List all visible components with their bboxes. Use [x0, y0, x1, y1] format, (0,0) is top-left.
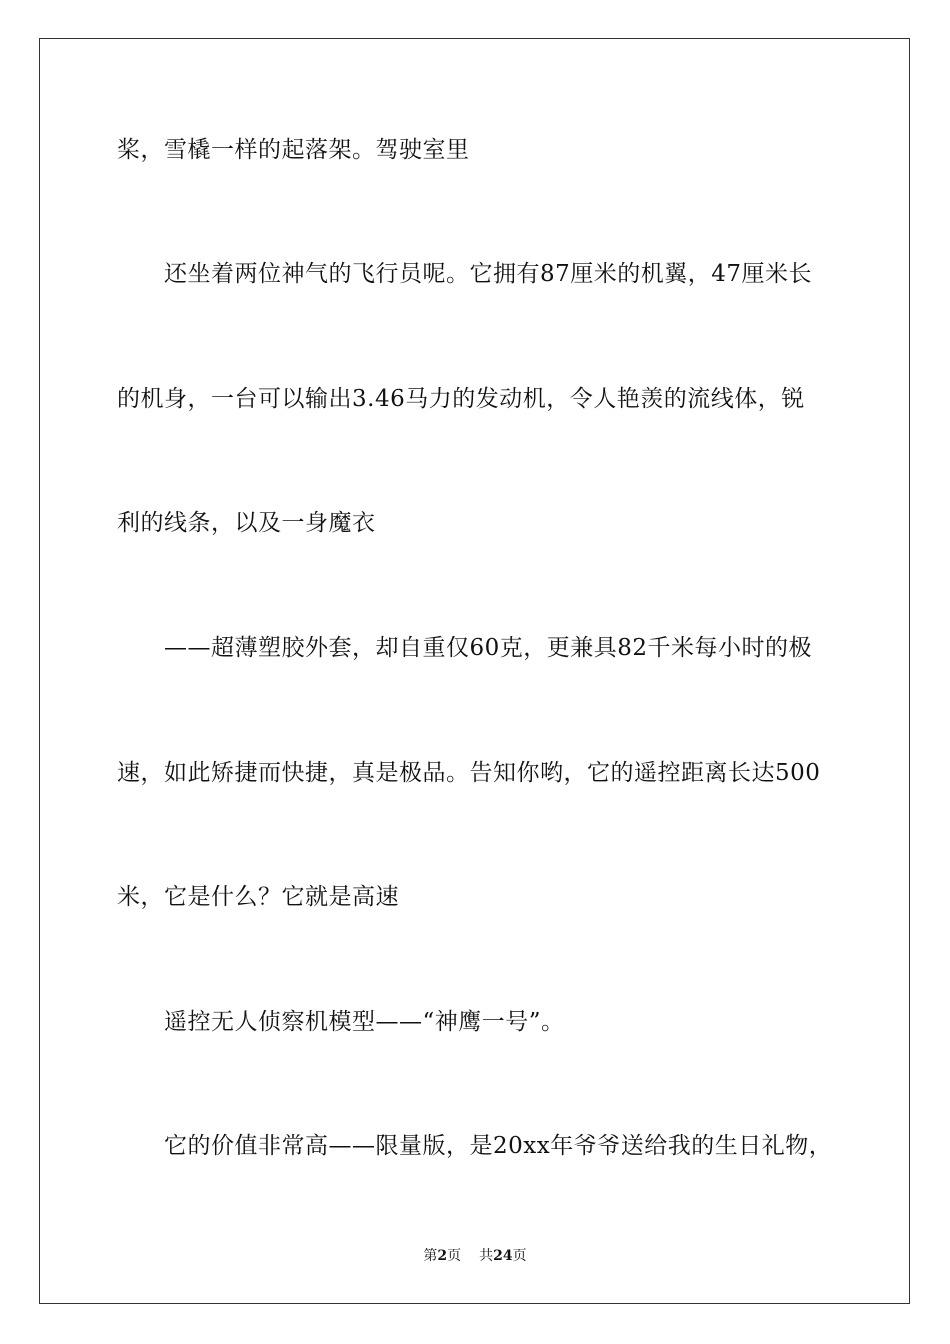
total-pages: 24	[493, 1248, 513, 1264]
page-number: 2	[437, 1248, 448, 1264]
paragraph-line-2: 还坐着两位神气的飞行员呢。它拥有87厘米的机翼，47厘米长	[164, 261, 813, 287]
total-suffix: 页	[512, 1248, 527, 1264]
total-prefix: 共	[479, 1248, 494, 1264]
paragraph-line-1: 桨，雪橇一样的起落架。驾驶室里	[117, 137, 470, 163]
paragraph-line-7: 米，它是什么？它就是高速	[117, 884, 399, 910]
paragraph-line-6: 速，如此矫捷而快捷，真是极品。告知你哟，它的遥控距离长达500	[117, 760, 821, 786]
paragraph-line-9: 它的价值非常高——限量版，是20xx年爷爷送给我的生日礼物，	[164, 1133, 833, 1159]
page-footer	[0, 1246, 950, 1266]
paragraph-line-4: 利的线条，以及一身魔衣	[117, 510, 376, 536]
paragraph-line-3: 的机身，一台可以输出3.46马力的发动机，令人艳羡的流线体，锐	[117, 386, 805, 412]
page-prefix: 第	[423, 1248, 438, 1264]
page-suffix: 页	[447, 1248, 462, 1264]
page-border	[39, 38, 910, 1304]
paragraph-line-5: ——超薄塑胶外套，却自重仅60克，更兼具82千米每小时的极	[164, 635, 813, 661]
paragraph-line-8: 遥控无人侦察机模型——“神鹰一号”。	[164, 1009, 565, 1035]
